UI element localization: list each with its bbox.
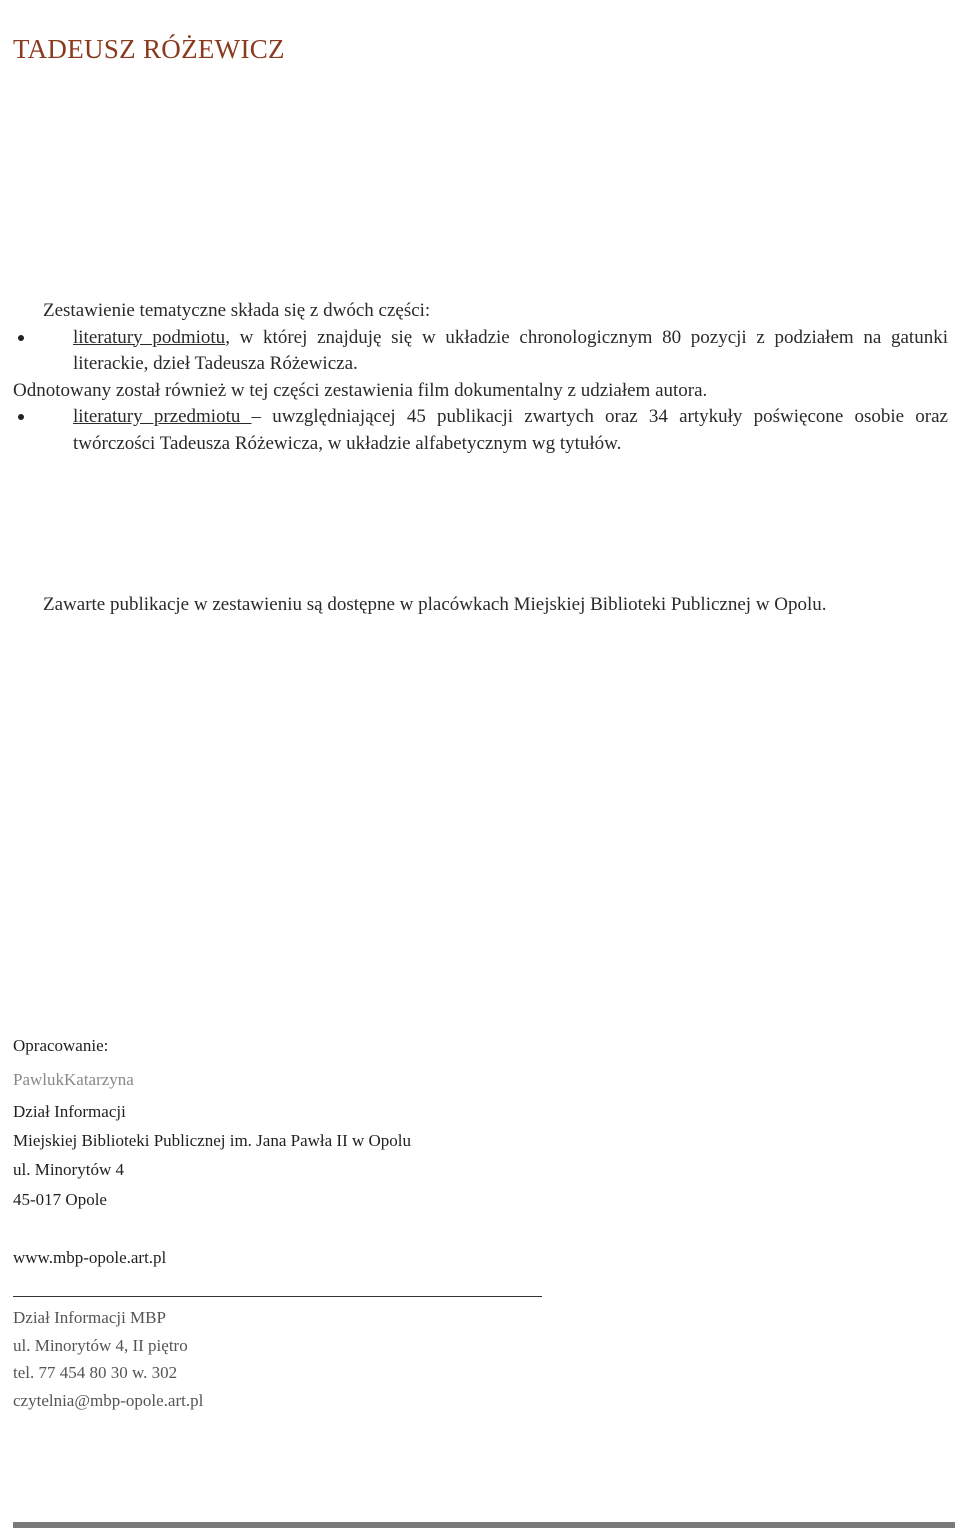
summary-section xyxy=(13,298,948,457)
author-name: PawlukKatarzyna xyxy=(13,1070,134,1089)
contact-phone: tel. 77 454 80 30 w. 302 xyxy=(13,1363,178,1382)
availability-note: Zawarte publikacje w zestawieniu są dostępne w placówkach Miejskiej Biblioteki Publicznej w Opolu. xyxy=(43,594,827,615)
postal-address: 45-017 Opole xyxy=(13,1190,107,1209)
department-name: Dział Informacji xyxy=(13,1102,126,1121)
library-name: Miejskiej Biblioteki Publicznej im. Jana Pawła II w Opolu xyxy=(13,1131,412,1150)
bullet-icon xyxy=(18,414,24,420)
secondary-literature-link[interactable]: literatury przedmiotu xyxy=(73,406,252,427)
list-item-secondary-literature xyxy=(13,404,948,457)
contact-email[interactable]: czytelnia@mbp-opole.art.pl xyxy=(13,1391,204,1410)
website-link[interactable]: www.mbp-opole.art.pl xyxy=(13,1248,167,1267)
secondary-literature-desc: – uwzględniającej 45 publikacji zwartych oraz 34 artykuły poświęcone osobie oraz twórczości Tadeusza Różewicza, w układzie alfabetycznym wg tytułów. xyxy=(73,406,948,454)
primary-literature-desc: , w której znajduję się w układzie chronologicznym 80 pozycji z podziałem na gatunki literackie, dzieł Tadeusza Różewicza. xyxy=(73,326,948,374)
street-address: ul. Minorytów 4 xyxy=(13,1160,124,1179)
page-title: TADEUSZ RÓŻEWICZ xyxy=(13,34,285,64)
credits-label: Opracowanie: xyxy=(13,1036,109,1055)
documentary-note: Odnotowany został również w tej części zestawienia film dokumentalny z udziałem autora. xyxy=(13,379,708,401)
primary-literature-link[interactable]: literatury podmiotu xyxy=(73,326,226,348)
summary-intro: Zestawienie tematyczne składa się z dwóch części: xyxy=(43,300,431,321)
contact-address: ul. Minorytów 4, II piętro xyxy=(13,1336,188,1355)
divider xyxy=(13,1296,542,1297)
bullet-icon xyxy=(18,335,24,341)
footer-bar xyxy=(13,1522,955,1528)
contact-department: Dział Informacji MBP xyxy=(13,1308,166,1327)
list-item-primary-literature xyxy=(13,325,948,378)
